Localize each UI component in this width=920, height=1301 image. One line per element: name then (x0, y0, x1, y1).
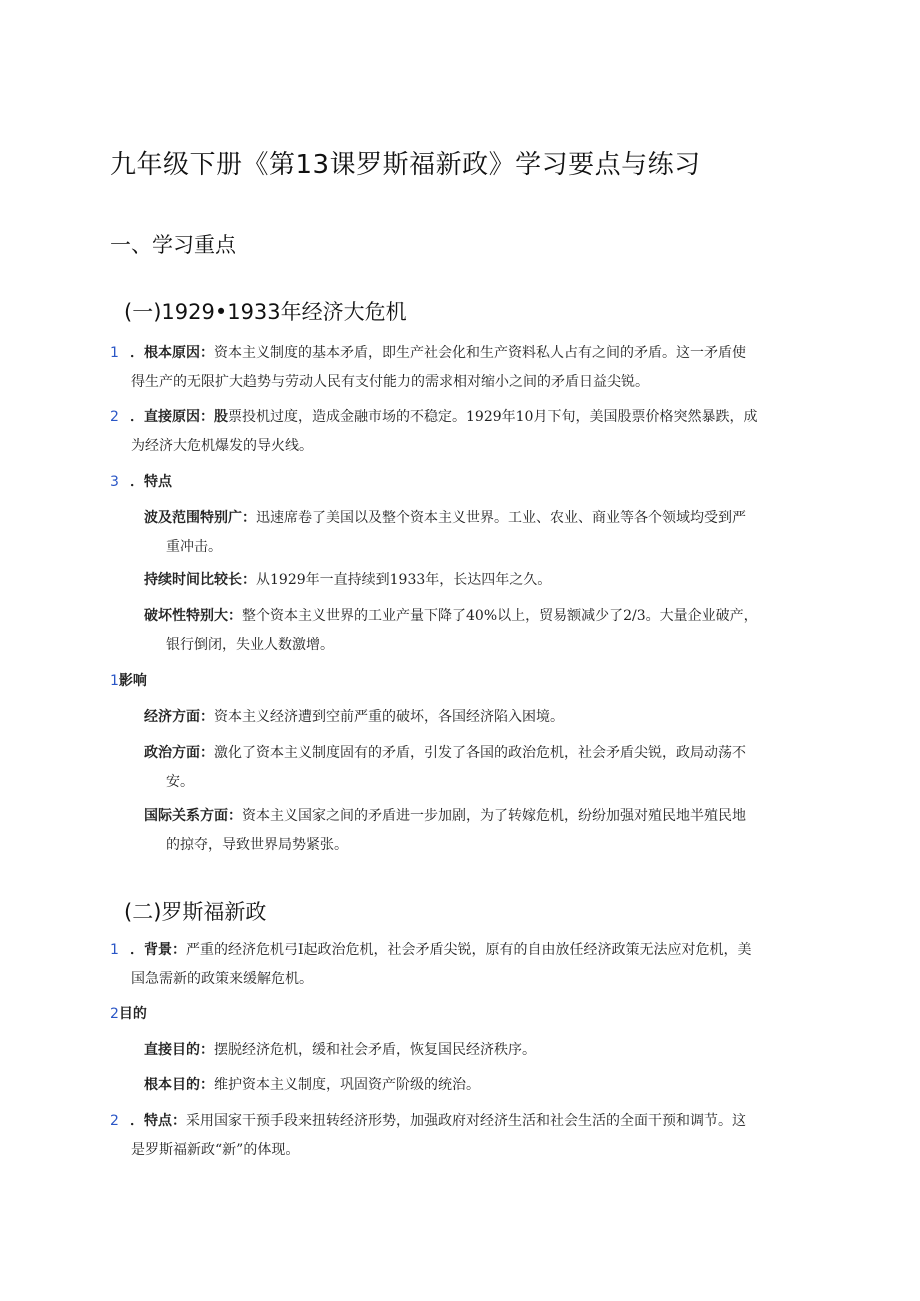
sub-item-text: 资本主义经济遭到空前严重的破坏，各国经济陷入困境。 (214, 709, 564, 725)
sub-item-text: 整个资本主义世界的工业产量下降了40%以上，贸易额减少了2/3。大量企业破产， (242, 608, 758, 624)
sub-item-text: 迅速席卷了美国以及整个资本主义世界。工业、农业、商业等各个领域均受到严 (256, 510, 746, 526)
item-label: 影响 (118, 673, 147, 689)
sub-item-destructive (144, 602, 812, 660)
sub-item-label: 波及范围特别广： (144, 510, 256, 526)
section-heading-study-focus: 一、学习重点 (110, 233, 236, 257)
item-text-continued: 是罗斯福新政“新”的体现。 (131, 1142, 300, 1158)
item-label: ．根本原因： (130, 345, 214, 361)
sub-item-direct-purpose (144, 1036, 812, 1065)
sub-item-long-duration (144, 566, 812, 595)
sub-item-international (144, 802, 812, 860)
item-number: 1 (110, 942, 119, 958)
item-label: ．直接原因：股 (130, 409, 228, 425)
sub-item-text: 激化了资本主义制度固有的矛盾，引发了各国的政治危机，社会矛盾尖锐，政局动荡不 (214, 745, 746, 761)
sub-item-political (144, 739, 812, 797)
item-number: 2 (110, 1113, 119, 1129)
sub-item-text: 从1929年一直持续到1933年，长达四年之久。 (256, 572, 552, 588)
sub-item-text-continued: 重冲击。 (166, 539, 222, 555)
sub-item-label: 经济方面： (144, 709, 214, 725)
sub-item-text-continued: 的掠夺，导致世界局势紧张。 (166, 837, 348, 853)
sub-item-label: 根本目的： (144, 1077, 214, 1093)
sub-item-text: 维护资本主义制度，巩固资产阶级的统治。 (214, 1077, 480, 1093)
sub-item-text: 摆脱经济危机，缓和社会矛盾，恢复国民经济秩序。 (214, 1042, 536, 1058)
sub-item-text-continued: 银行倒闭，失业人数激增。 (166, 637, 334, 653)
list-item-purpose (110, 1000, 810, 1029)
sub-item-text: 资本主义国家之间的矛盾进一步加剧，为了转嫁危机，纷纷加强对殖民地半殖民地 (242, 808, 746, 824)
item-number: 3 (110, 474, 119, 490)
sub-item-fundamental-purpose (144, 1071, 812, 1100)
item-text: 采用国家干预手段来扭转经济形势，加强政府对经济生活和社会生活的全面干预和调节。这 (186, 1113, 746, 1129)
item-text: 票投机过度，造成金融市场的不稳定。1929年10月下旬，美国股票价格突然暴跌，成 (228, 409, 758, 425)
subsection-heading-new-deal: (二)罗斯福新政 (124, 900, 267, 924)
item-label: ．特点： (130, 1113, 186, 1129)
sub-item-label: 政治方面： (144, 745, 214, 761)
sub-item-label: 持续时间比较长： (144, 572, 256, 588)
item-number: 2 (110, 409, 119, 425)
list-item-background (110, 936, 810, 994)
sub-item-label: 国际关系方面： (144, 808, 242, 824)
item-text: 严重的经济危机弓I起政治危机，社会矛盾尖锐，原有的自由放任经济政策无法应对危机，美 (186, 942, 752, 958)
item-label: 目的 (118, 1006, 147, 1022)
subsection-heading-crisis: (一)1929•1933年经济大危机 (124, 300, 407, 324)
list-item-direct-cause (110, 403, 810, 461)
item-text-continued: 为经济大危机爆发的导火线。 (131, 438, 313, 454)
list-item-fundamental-cause (110, 339, 810, 397)
sub-item-label: 破坏性特别大： (144, 608, 242, 624)
item-text: 资本主义制度的基本矛盾，即生产社会化和生产资料私人占有之间的矛盾。这一矛盾使 (214, 345, 746, 361)
sub-item-text-continued: 安。 (166, 774, 194, 790)
item-text-continued: 国急需新的政策来缓解危机。 (131, 971, 313, 987)
item-number: 2 (110, 1006, 119, 1022)
list-item-characteristics (110, 468, 810, 497)
item-number: 1 (110, 673, 119, 689)
list-item-impact (110, 667, 810, 696)
document-title: 九年级下册《第13课罗斯福新政》学习要点与练习 (110, 150, 701, 180)
item-label: ．特点 (130, 474, 172, 490)
item-label: ．背景： (130, 942, 186, 958)
item-number: 1 (110, 345, 119, 361)
sub-item-wide-scope (144, 504, 812, 562)
item-text-continued: 得生产的无限扩大趋势与劳动人民有支付能力的需求相对缩小之间的矛盾日益尖锐。 (131, 374, 649, 390)
sub-item-economic (144, 703, 812, 732)
list-item-new-deal-characteristics (110, 1107, 810, 1165)
sub-item-label: 直接目的： (144, 1042, 214, 1058)
